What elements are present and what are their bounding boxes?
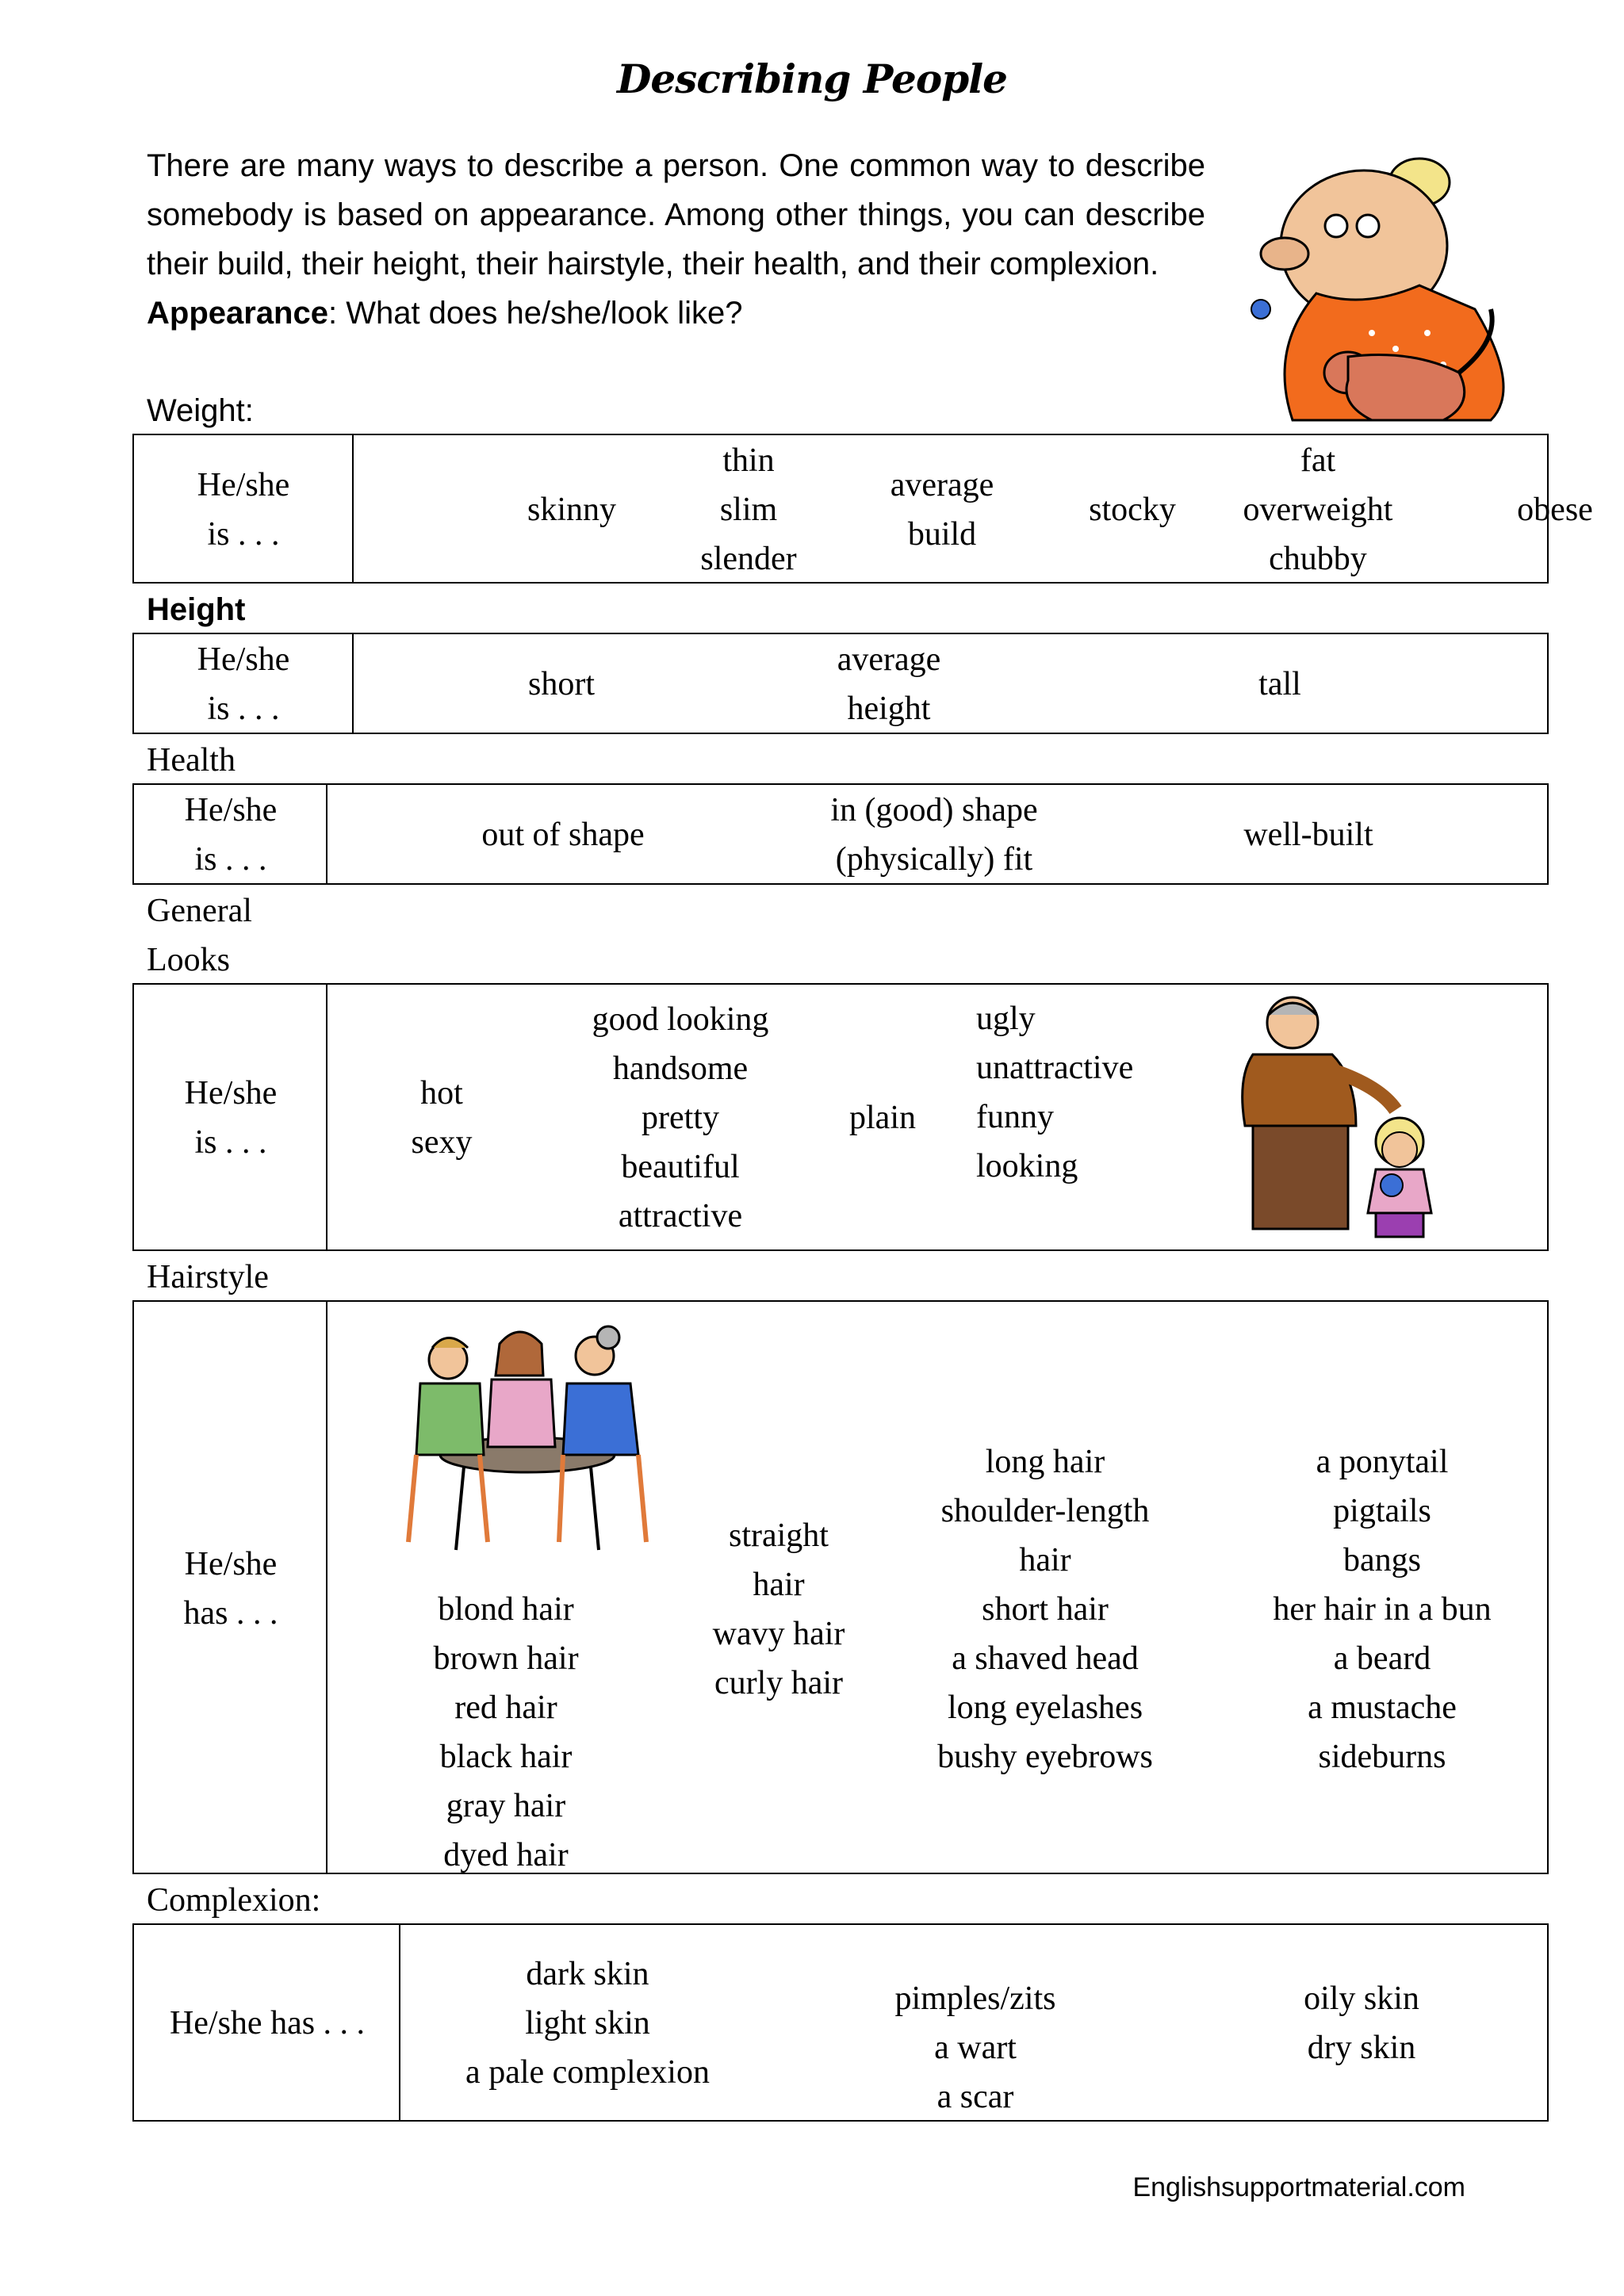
hairstyle-subject: He/she <box>184 1546 278 1582</box>
word: average <box>837 641 941 678</box>
weight-words-cell <box>353 434 1593 583</box>
general-looks-subject-cell <box>133 984 327 1250</box>
looks-group <box>976 994 1133 1191</box>
hairstyle-subject-verb: has . . . <box>183 1595 278 1632</box>
word: thin <box>722 442 775 479</box>
health-table <box>132 783 1549 885</box>
word: a pale complexion <box>465 2054 710 2091</box>
label-line: Looks <box>147 942 230 978</box>
word: beautiful <box>621 1149 740 1185</box>
word: hot <box>420 1075 463 1112</box>
height-group <box>1258 660 1301 709</box>
word: looking <box>976 1148 1078 1184</box>
word: wavy hair <box>712 1616 845 1652</box>
hairstyle-subject-cell <box>133 1301 327 1873</box>
weight-subject-cell <box>133 434 353 583</box>
complexion-words-cell <box>400 1924 1548 2121</box>
height-table <box>132 633 1549 734</box>
word: in (good) shape <box>830 792 1038 828</box>
word: pimples/zits <box>894 1980 1056 2017</box>
appearance-label: Appearance <box>147 296 328 331</box>
hairstyle-label: Hairstyle <box>147 1259 269 1295</box>
health-subject: He/she <box>184 792 278 828</box>
word: build <box>907 516 977 553</box>
weight-group <box>527 485 616 534</box>
word: funny <box>976 1099 1054 1135</box>
complexion-table <box>132 1923 1549 2122</box>
word: oily skin <box>1304 1980 1419 2017</box>
intro-paragraph: There are many ways to describe a person. One common way to describe somebody is based on appearance. Among other things, you can describe their build, their height, their hairstyle, their health, and their complexion. <box>147 148 1205 281</box>
height-subject-cell <box>133 633 353 733</box>
word: tall <box>1258 666 1301 702</box>
weight-group <box>1517 485 1593 534</box>
word: obese <box>1517 492 1593 528</box>
word: (physically) fit <box>835 841 1033 878</box>
word: fat <box>1300 442 1336 479</box>
word: sideburns <box>1318 1739 1446 1775</box>
complexion-group <box>465 1950 710 2097</box>
hair-group <box>433 1585 578 1880</box>
word: long hair <box>985 1444 1105 1480</box>
height-group <box>528 660 595 709</box>
word: red hair <box>454 1689 557 1726</box>
word: hair <box>1019 1542 1071 1578</box>
word: skinny <box>527 492 617 528</box>
health-subject-verb: is . . . <box>194 841 267 878</box>
word: a ponytail <box>1316 1444 1449 1480</box>
looks-group <box>592 995 769 1241</box>
word: curly hair <box>714 1665 844 1701</box>
page-title: Describing People <box>617 55 1007 102</box>
word: dry skin <box>1307 2030 1416 2066</box>
health-group <box>481 810 644 859</box>
hair-group <box>713 1511 845 1708</box>
weight-table <box>132 434 1593 584</box>
three-women-at-table-illustration <box>400 1320 654 1558</box>
health-label: Health <box>147 742 236 779</box>
height-label: Height <box>147 592 246 627</box>
word: bushy eyebrows <box>937 1739 1153 1775</box>
word: a beard <box>1333 1640 1431 1677</box>
word: long eyelashes <box>947 1689 1143 1726</box>
word: blond hair <box>438 1591 574 1628</box>
word: a shaved head <box>952 1640 1139 1677</box>
grandfather-and-child-illustration <box>1197 991 1475 1245</box>
word: out of shape <box>481 817 645 853</box>
intro-text <box>147 141 1205 338</box>
word: well-built <box>1243 817 1373 853</box>
word: attractive <box>618 1198 743 1234</box>
word: dyed hair <box>443 1837 569 1873</box>
word: ugly <box>976 1001 1036 1037</box>
health-subject-cell <box>133 784 327 884</box>
woman-with-cat-illustration <box>1237 151 1530 436</box>
word: short <box>528 666 595 702</box>
word: straight <box>729 1517 829 1554</box>
appearance-question: : What does he/she/look like? <box>327 296 743 331</box>
hair-group <box>1273 1437 1491 1781</box>
word: her hair in a bun <box>1273 1591 1492 1628</box>
general-looks-subject: He/she <box>184 1075 278 1112</box>
word: good looking <box>592 1001 769 1038</box>
word: bangs <box>1343 1542 1421 1578</box>
complexion-subject: He/she has . . . <box>169 2005 366 2042</box>
general-looks-label <box>147 886 252 985</box>
complexion-group <box>1304 1974 1419 2072</box>
word: light skin <box>525 2005 650 2042</box>
word: brown hair <box>433 1640 579 1677</box>
word: plain <box>849 1100 916 1136</box>
weight-group <box>1243 436 1393 584</box>
word: hair <box>753 1567 805 1603</box>
word: pigtails <box>1333 1493 1431 1529</box>
word: a mustache <box>1308 1689 1457 1726</box>
health-group <box>1243 810 1373 859</box>
health-group <box>830 786 1037 884</box>
weight-label: Weight: <box>147 393 254 428</box>
word: a wart <box>934 2030 1017 2066</box>
word: slender <box>700 541 797 577</box>
footer-website: Englishsupportmaterial.com <box>1132 2172 1465 2202</box>
weight-group <box>700 436 796 584</box>
word: dark skin <box>526 1956 649 1992</box>
word: stocky <box>1089 492 1176 528</box>
word: unattractive <box>976 1050 1134 1086</box>
height-words-cell <box>353 633 1548 733</box>
label-line: General <box>147 893 252 929</box>
health-words-cell <box>327 784 1548 884</box>
word: black hair <box>439 1739 573 1775</box>
height-subject-verb: is . . . <box>207 691 280 727</box>
height-group <box>837 635 941 733</box>
appearance-line <box>147 289 1205 338</box>
word: chubby <box>1269 541 1367 577</box>
height-subject: He/she <box>197 641 290 678</box>
looks-group <box>412 1069 473 1167</box>
word: overweight <box>1243 492 1393 528</box>
complexion-group <box>895 1974 1056 2122</box>
complexion-label: Complexion: <box>147 1882 321 1919</box>
word: short hair <box>982 1591 1109 1628</box>
word: slim <box>719 492 778 528</box>
weight-group <box>1089 485 1176 534</box>
word: sexy <box>411 1124 473 1161</box>
general-looks-subject-verb: is . . . <box>194 1124 267 1161</box>
word: average <box>890 467 994 503</box>
word: a scar <box>936 2079 1014 2115</box>
word: height <box>847 691 931 727</box>
word: pretty <box>642 1100 719 1136</box>
weight-subject-verb: is . . . <box>207 516 280 553</box>
word: shoulder-length <box>940 1493 1150 1529</box>
hairstyle-table <box>132 1300 1549 1874</box>
weight-subject: He/she <box>197 467 290 503</box>
word: gray hair <box>446 1788 566 1824</box>
word: handsome <box>612 1050 749 1087</box>
complexion-subject-cell <box>133 1924 400 2121</box>
hair-group <box>937 1437 1153 1781</box>
weight-group <box>891 461 994 559</box>
looks-group <box>849 1093 916 1142</box>
